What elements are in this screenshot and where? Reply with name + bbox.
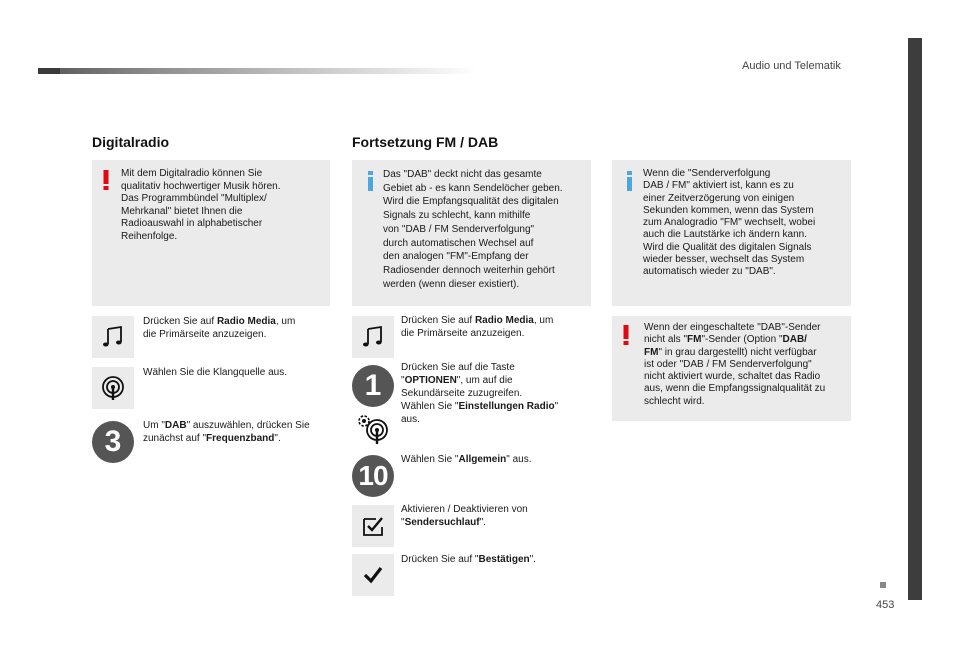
warning-box-fm [612, 316, 851, 421]
header-decor-bar [38, 68, 478, 74]
confirm-key [352, 554, 394, 596]
warning-text: Mit dem Digitalradio können Sie qualitativ hochwertiger Musik hören. Das Programmbündel "Multiplex/ Mehrkanal" bietet Ihnen die Radioauswahl in alphabetischer Reihenfolge. [121, 168, 281, 242]
warning-icon [622, 325, 630, 345]
music-note-key [92, 316, 134, 358]
section-title: Audio und Telematik [742, 60, 841, 72]
info-icon [365, 171, 377, 191]
heading-fortsetzung: Fortsetzung FM / DAB [352, 134, 499, 150]
checkmark-icon [362, 564, 384, 586]
radio-antenna-icon [100, 375, 126, 401]
radio-source-key [92, 367, 134, 409]
middle-step1-text: Drücken Sie auf Radio Media, um die Primärseite anzuzeigen. [401, 315, 554, 339]
music-note-icon [361, 325, 385, 349]
step-number-1: 1 [352, 365, 394, 407]
page-marker [880, 582, 886, 588]
checkbox-icon [362, 515, 384, 537]
middle-step3-text: Wählen Sie "Allgemein" aus. [401, 454, 532, 465]
music-note-key-2 [352, 316, 394, 358]
checkbox-key [352, 505, 394, 547]
step-number-10: 10 [352, 455, 394, 497]
left-step3-text: Um "DAB" auszuwählen, drücken Sie zunächst auf "Frequenzband". [143, 420, 310, 444]
warning-icon [102, 170, 110, 190]
side-strip [908, 38, 922, 600]
left-step1-text: Drücken Sie auf Radio Media, um die Primärseite anzuzeigen. [143, 316, 296, 340]
left-step2-text: Wählen Sie die Klangquelle aus. [143, 367, 287, 378]
info-box-dab [352, 160, 591, 306]
page-number: 453 [876, 599, 895, 611]
options-radio-key [352, 409, 394, 451]
info-box-senderverfolgung [612, 160, 851, 306]
radio-settings-icon [353, 410, 393, 450]
middle-step5-text: Drücken Sie auf "Bestätigen". [401, 554, 536, 565]
heading-digitalradio: Digitalradio [92, 134, 170, 150]
middle-step4-text: Aktivieren / Deaktivieren von "Sendersuchlauf". [401, 504, 528, 528]
music-note-icon [101, 325, 125, 349]
step-number-3: 3 [92, 421, 134, 463]
middle-step2-text: Drücken Sie auf die Taste "OPTIONEN", um auf die Sekundärseite zuzugreifen. Wählen Sie "Einstellungen Radio" aus. [401, 362, 559, 425]
info-icon [624, 171, 636, 191]
info-text-right: Wenn die "Senderverfolgung DAB / FM" aktiviert ist, kann es zu einer Zeitverzögerung von einigen Sekunden kommen, wenn das System zum Analogradio "FM" wechselt, wobei auch die Lautstärke ich ändern kann. Wird die Qualität des digitalen Signals wieder besser, wechselt das System automatisch wieder zu "DAB". [643, 168, 816, 278]
warning-text-fm: Wenn der eingeschaltete "DAB"-Sender nicht als "FM"-Sender (Option "DAB/ FM" in grau dargestellt) nicht verfügbar ist oder "DAB / FM Senderverfolgung" nicht aktiviert wurde, schaltet das Radio aus, wenn die Empfangssignalqualität zu schlecht wird. [644, 322, 826, 407]
warning-box-digitalradio [92, 160, 330, 306]
info-text: Das "DAB" deckt nicht das gesamte Gebiet ab - es kann Sendelöcher geben. Wird die Empfangsqualität des digitalen Signals zu schlecht, kann mithilfe von "DAB / FM Senderverfolgung" durch automatischen Wechsel auf den analogen "FM"-Empfang der Radiosender dennoch weiterhin gehört werden (wenn dieser existiert). [383, 169, 563, 290]
